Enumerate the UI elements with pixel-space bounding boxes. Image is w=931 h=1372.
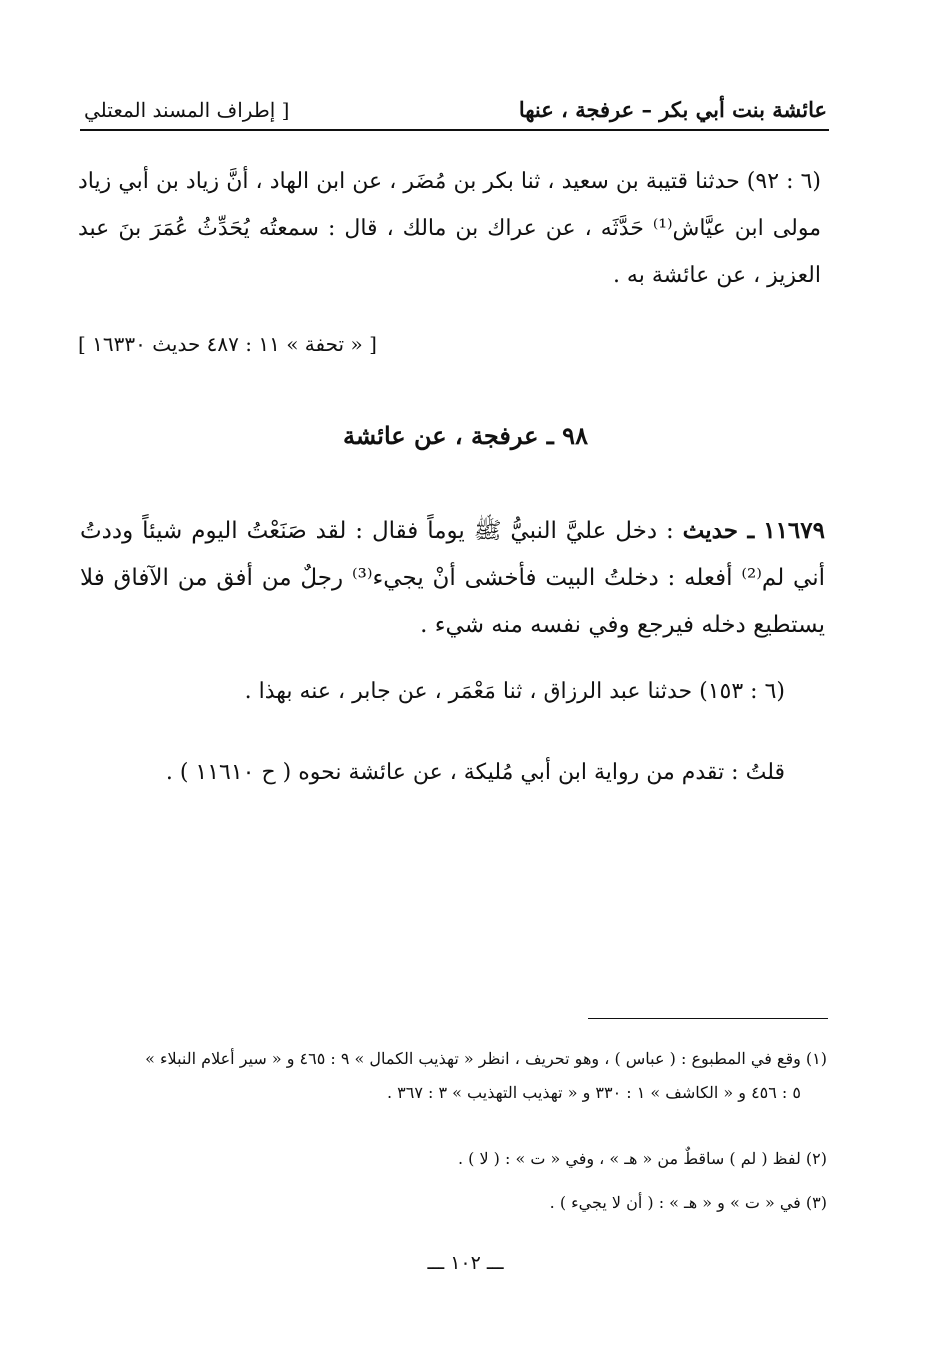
running-header-book-title: [ إطراف المسند المعتلي: [84, 98, 290, 122]
hadith-text: : دخل عليَّ النبيُّ ﷺ يوماً فقال : لقد صَنَعْتُ اليوم شيئاً وددتُ أني لم⁽²⁾ أفعله : دخلتُ البيت فأخشى أنْ يجيء⁽³⁾ رجلٌ من أفق من الآفاق فلا يستطيع دخله فيرجع وفي نفسه منه شيء .: [80, 518, 825, 638]
page-number: ـــ ١٠٢ ـــ: [427, 1252, 504, 1274]
header-divider: [80, 129, 829, 131]
footnote-1-line-2: ٥ : ٤٥٦ و « الكاشف » ١ : ٣٣٠ و « تهذيب التهذيب » ٣ : ٣٦٧ .: [386, 1083, 801, 1102]
footnote-1: [80, 1042, 827, 1110]
isnad-paragraph-2: (٦ : ١٥٣) حدثنا عبد الرزاق ، ثنا مَعْمَر ، عن جابر ، عنه بهذا .: [244, 679, 785, 704]
running-header-title: عائشة بنت أبي بكر – عرفجة ، عنها: [518, 97, 827, 122]
footnote-divider: [588, 1018, 828, 1019]
section-heading: ٩٨ ـ عرفجة ، عن عائشة: [343, 421, 588, 450]
hadith-paragraph: [80, 507, 825, 649]
hadith-number: ١١٦٧٩: [763, 517, 825, 544]
hadith-label: ـ حديث: [682, 517, 755, 544]
footnote-2: (٢) لفظ ( لم ) ساقطٌ من « هـ » ، وفي « ت » : ( لا ) .: [457, 1149, 827, 1168]
author-note: قلتُ : تقدم من رواية ابن أبي مُليكة ، عن عائشة نحوه ( ح ١١٦١٠ ) .: [165, 760, 785, 785]
footnote-3: (٣) في « ت » و « هـ » : ( أن لا يجيء ) .: [549, 1193, 827, 1212]
isnad-paragraph-1: (٦ : ٩٢) حدثنا قتيبة بن سعيد ، ثنا بكر بن مُضَر ، عن ابن الهاد ، أنَّ زياد بن أبي زياد مولى ابن عيَّاش⁽¹⁾ حَدَّثَه ، عن عراك بن مالك ، قال : سمعتُه يُحَدِّثُ عُمَرَ بنَ عبد العزيز ، عن عائشة به .: [78, 169, 822, 288]
tuhfa-reference: [ « تحفة » ١١ : ٤٨٧ حديث ١٦٣٣٠ ]: [78, 332, 377, 356]
footnote-1-line-1: (١) وقع في المطبوع : ( عباس ) ، وهو تحريف ، انظر « تهذيب الكمال » ٩ : ٤٦٥ و « سير أعلام النبلاء »: [145, 1049, 827, 1068]
